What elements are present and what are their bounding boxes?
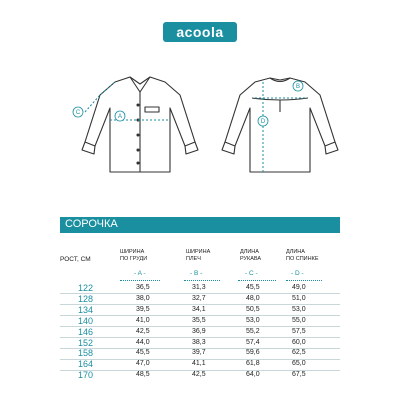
row-size-cell: 128 (78, 293, 94, 304)
row-value-d: 53,0 (292, 305, 306, 313)
row-value-b: 35,5 (192, 316, 206, 324)
row-value-b: 31,3 (192, 284, 206, 291)
column-header-a (120, 249, 147, 263)
column-header-b (186, 249, 210, 263)
column-code-d: - D - (291, 270, 304, 277)
row-size-cell: 152 (78, 337, 94, 348)
row-size-cell: 134 (78, 304, 94, 315)
row-size-cell: 158 (78, 348, 94, 359)
column-header-c-line2: РУКАВА (240, 256, 262, 262)
column-header-d (286, 249, 318, 263)
row-value-c: 45,5 (246, 284, 260, 291)
shirt-diagram (0, 60, 400, 200)
row-value-b: 41,1 (192, 360, 206, 368)
row-value-a: 45,5 (136, 349, 150, 357)
column-header-b-line2: ПЛЕЧ (186, 256, 201, 262)
row-value-c: 55,2 (246, 327, 260, 335)
measure-line-c (85, 82, 115, 112)
row-value-c: 53,0 (246, 316, 260, 324)
column-header-a-line1: ШИРИНА (120, 249, 145, 255)
row-value-b: 32,7 (192, 294, 206, 302)
column-header-a-line2: ПО ГРУДИ (120, 256, 148, 262)
row-value-b: 34,1 (192, 305, 206, 313)
brand-logo (163, 22, 237, 42)
row-value-d: 60,0 (292, 338, 306, 346)
row-value-a: 42,5 (136, 327, 150, 335)
column-code-underline-b (184, 280, 220, 281)
row-value-b: 42,5 (192, 371, 206, 379)
row-value-c: 57,4 (246, 338, 260, 346)
column-code-b: - B - (190, 270, 203, 277)
row-value-c: 59,6 (246, 349, 260, 357)
row-value-a: 38,0 (136, 294, 150, 302)
row-value-a: 39,5 (136, 305, 150, 313)
row-value-d: 67,5 (292, 371, 306, 379)
row-value-a: 36,5 (136, 284, 150, 291)
row-value-a: 48,5 (136, 371, 150, 379)
column-code-c: - C - (245, 270, 258, 277)
row-value-d: 51,0 (292, 294, 306, 302)
row-size-cell: 170 (78, 370, 94, 381)
row-value-a: 47,0 (136, 360, 150, 368)
row-value-d: 57,5 (292, 327, 306, 335)
row-value-b: 38,3 (192, 338, 206, 346)
row-value-c: 50,5 (246, 305, 260, 313)
brand-logo-text: acoola (176, 24, 224, 40)
row-value-a: 41,0 (136, 316, 150, 324)
row-value-d: 62,5 (292, 349, 306, 357)
table-row (60, 371, 340, 382)
row-value-d: 55,0 (292, 316, 306, 324)
row-value-a: 44,0 (136, 338, 150, 346)
row-size-cell: 122 (78, 283, 94, 293)
row-value-d: 65,0 (292, 360, 306, 368)
row-value-d: 49,0 (292, 284, 306, 291)
column-code-a: - A - (134, 270, 146, 277)
column-header-c-line1: ДЛИНА (240, 249, 259, 255)
column-header-c (240, 249, 261, 263)
marker-b-label: B (295, 84, 301, 90)
marker-d-label: D (260, 119, 266, 125)
row-size-cell: 164 (78, 359, 94, 370)
row-value-c: 61,8 (246, 360, 260, 368)
row-size-cell: 140 (78, 315, 94, 326)
row-value-c: 48,0 (246, 294, 260, 302)
row-value-c: 64,0 (246, 371, 260, 379)
column-header-d-line1: ДЛИНА (286, 249, 305, 255)
column-header-b-line1: ШИРИНА (186, 249, 211, 255)
marker-c-label: C (75, 110, 81, 116)
column-code-underline-d (286, 280, 322, 281)
front-shirt-drawing (82, 77, 198, 172)
back-shirt-drawing (222, 78, 338, 172)
column-header-d-line2: ПО СПИНКЕ (286, 256, 319, 262)
column-code-underline-a (120, 280, 160, 281)
row-value-b: 39,7 (192, 349, 206, 357)
row-value-b: 36,9 (192, 327, 206, 335)
table-title-bar (60, 217, 340, 233)
marker-a-label: A (117, 114, 123, 120)
column-code-underline-c (238, 280, 276, 281)
row-size-cell: 146 (78, 326, 94, 337)
size-column-header: РОСТ, СМ (60, 256, 91, 263)
table-title: СОРОЧКА (65, 218, 118, 230)
